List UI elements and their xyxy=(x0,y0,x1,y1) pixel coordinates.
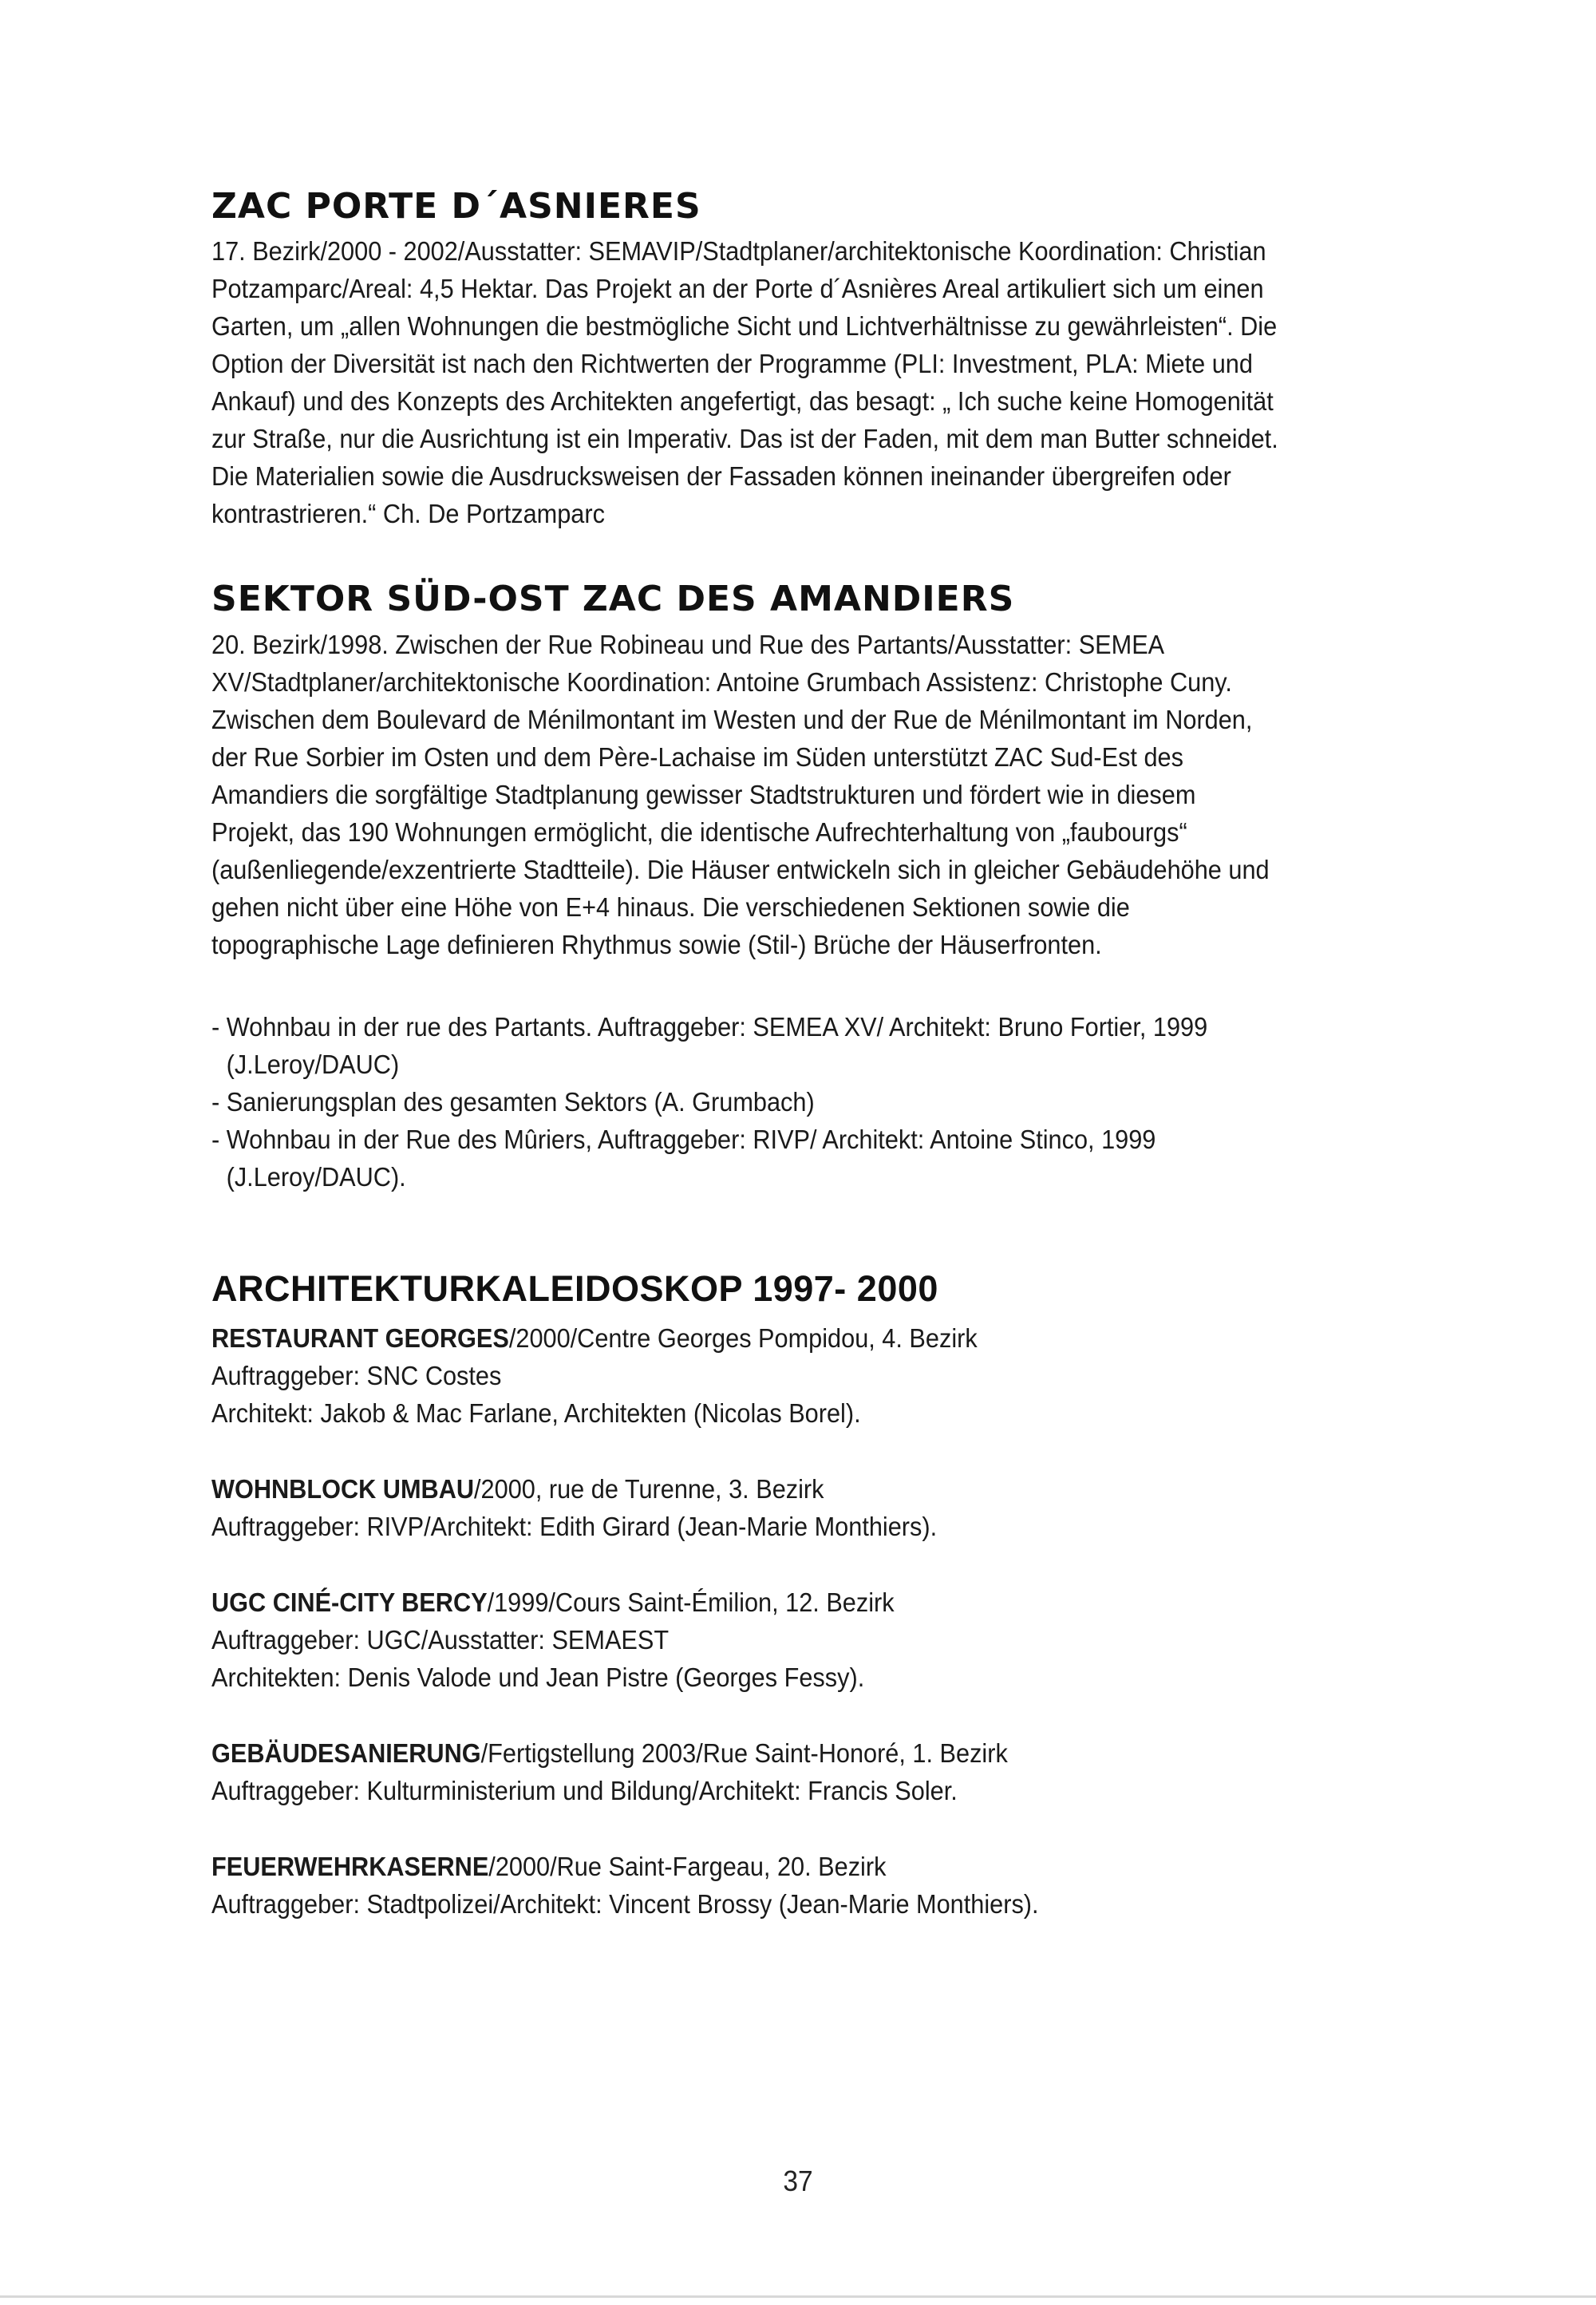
entry-gebaeudesanierung xyxy=(211,1734,1281,1809)
entry-head-rest: /2000, rue de Turenne, 3. Bezirk xyxy=(474,1474,824,1504)
entry-head: WOHNBLOCK UMBAU xyxy=(211,1474,475,1504)
list-item: - Wohnbau in der rue des Partants. Auftraggeber: SEMEA XV/ Architekt: Bruno Fortier, 1999 (J.Leroy/DAUC) xyxy=(211,1011,1208,1079)
section-text-zac-porte-dasnieres: 17. Bezirk/2000 - 2002/Ausstatter: SEMAVIP/Stadtplaner/architektonische Koordination: Christian Potzamparc/Areal: 4,5 Hektar. Das Projekt an der Porte d´Asnières Areal artikuliert sich um einen Garten, um „allen Wohnungen die bestmögliche Sicht und Lichtverhältnisse zu gewährleisten“. Die Option der Diversität ist nach den Richtwerten der Programme (PLI: Investment, PLA: Miete und Ankauf) und des Konzepts des Architekten angefertigt, das besagt: „ Ich suche keine Homogenität zur Straße, nur die Ausrichtung ist ein Imperativ. Das ist der Faden, mit dem man Butter schneidet. Die Materialien sowie die Ausdrucksweisen der Fassaden können ineinander übergreifen oder kontrastrieren.“ Ch. De Portzamparc xyxy=(211,236,1278,529)
list-item: - Sanierungsplan des gesamten Sektors (A. Grumbach) xyxy=(211,1086,815,1117)
entry-ugc-cine-city-bercy xyxy=(211,1583,1281,1696)
section-text-sektor-sued-ost: 20. Bezirk/1998. Zwischen der Rue Robineau und Rue des Partants/Ausstatter: SEMEA XV/Stadtplaner/architektonische Koordination: Antoine Grumbach Assistenz: Christophe Cuny. Zwischen dem Boulevard de Ménilmontant im Westen und der Rue de Ménilmontant im Norden, der Rue Sorbier im Osten und dem Père-Lachaise im Süden unterstützt ZAC Sud-Est des Amandiers die sorgfältige Stadtplanung gewisser Stadtstrukturen und fördert wie in diesem Projekt, das 190 Wohnungen ermöglicht, die identische Aufrechterhaltung von „faubourgs“ (außenliegende/exzentrierte Stadtteile). Die Häuser entwickeln sich in gleicher Gebäudehöhe und gehen nicht über eine Höhe von E+4 hinaus. Die verschiedenen Sektionen sowie die topographische Lage definieren Rhythmus sowie (Stil-) Brüche der Häuserfronten. xyxy=(211,629,1270,959)
entry-head-rest: /Fertigstellung 2003/Rue Saint-Honoré, 1. Bezirk xyxy=(480,1738,1008,1769)
entry-line: Architekten: Denis Valode und Jean Pistre (Georges Fessy). xyxy=(211,1663,865,1693)
entry-heading-line xyxy=(211,1848,1280,1885)
entry-head: GEBÄUDESANIERUNG xyxy=(211,1738,481,1769)
entry-head: FEUERWEHRKASERNE xyxy=(211,1852,489,1882)
entry-line: Auftraggeber: SNC Costes xyxy=(211,1361,502,1391)
entry-head-rest: /2000/Rue Saint-Fargeau, 20. Bezirk xyxy=(488,1852,887,1882)
section-title-architekturkaleidoskop: ARCHITEKTURKALEIDOSKOP 1997- 2000 xyxy=(211,1267,938,1309)
entry-line: Auftraggeber: Stadtpolizei/Architekt: Vincent Brossy (Jean-Marie Monthiers). xyxy=(211,1889,1039,1920)
entry-head-rest: /1999/Cours Saint-Émilion, 12. Bezirk xyxy=(487,1587,895,1618)
entry-line: Auftraggeber: RIVP/Architekt: Edith Girard (Jean-Marie Monthiers). xyxy=(211,1512,938,1542)
section-title-zac-porte-dasnieres: ZAC PORTE D´ASNIERES xyxy=(211,186,701,227)
entry-line: Auftraggeber: UGC/Ausstatter: SEMAEST xyxy=(211,1625,670,1655)
page-number: 37 xyxy=(783,2165,813,2197)
entry-restaurant-georges xyxy=(211,1319,1281,1432)
project-list xyxy=(211,1008,1281,1196)
entry-heading-line xyxy=(211,1470,1280,1508)
entry-feuerwehrkaserne xyxy=(211,1848,1281,1923)
entry-line: Auftraggeber: Kulturministerium und Bildung/Architekt: Francis Soler. xyxy=(211,1776,958,1806)
page-content xyxy=(211,188,1281,1961)
entry-line: Architekt: Jakob & Mac Farlane, Architekten (Nicolas Borel). xyxy=(211,1398,861,1429)
scan-edge-divider xyxy=(0,2295,1596,2298)
entry-head-rest: /2000/Centre Georges Pompidou, 4. Bezirk xyxy=(508,1323,978,1354)
entry-heading-line xyxy=(211,1734,1280,1772)
list-item: - Wohnbau in der Rue des Mûriers, Auftraggeber: RIVP/ Architekt: Antoine Stinco, 1999 (J.Leroy/DAUC). xyxy=(211,1124,1156,1192)
entry-wohnblock-umbau xyxy=(211,1470,1281,1545)
entry-heading-line xyxy=(211,1583,1280,1621)
section-title-sektor-sued-ost: SEKTOR SÜD-OST ZAC DES AMANDIERS xyxy=(211,579,1015,620)
entry-heading-line xyxy=(211,1319,1280,1357)
entry-head: UGC CINÉ-CITY BERCY xyxy=(211,1587,488,1618)
entry-head: RESTAURANT GEORGES xyxy=(211,1323,509,1354)
